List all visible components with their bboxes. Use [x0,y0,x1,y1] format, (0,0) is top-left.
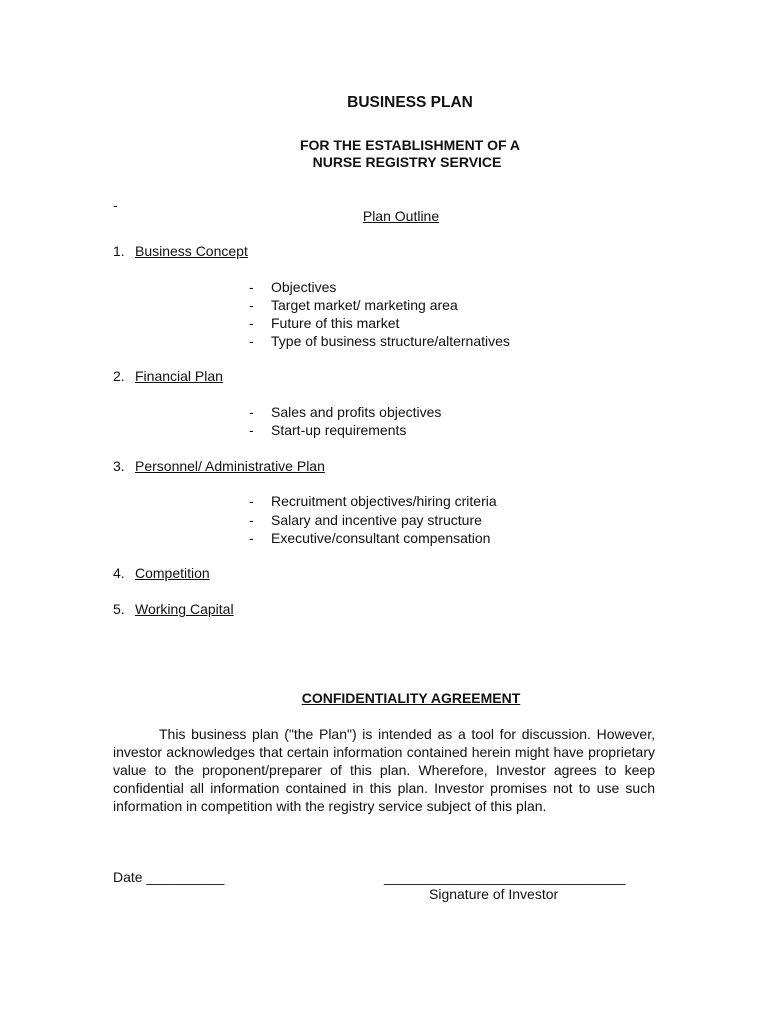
bullet-item: Type of business structure/alternatives [271,333,510,349]
section-title-financial-plan: Financial Plan [135,368,223,384]
section-number: 2. [113,368,125,384]
bullet-dash: - [249,530,254,546]
bullet-item: Salary and incentive pay structure [271,512,482,528]
bullet-item: Future of this market [271,315,400,331]
stray-dash: - [113,197,118,213]
bullet-item: Recruitment objectives/hiring criteria [271,493,497,509]
section-number: 1. [113,243,125,259]
bullet-dash: - [249,315,254,331]
bullet-dash: - [249,333,254,349]
bullet-item: Executive/consultant compensation [271,530,491,546]
bullet-dash: - [249,512,254,528]
document-subtitle-line1: FOR THE ESTABLISHMENT OF A [299,137,521,153]
confidentiality-heading: CONFIDENTIALITY AGREEMENT [301,690,521,706]
signature-line: _______________________________ [384,869,626,885]
document-title: BUSINESS PLAN [347,94,473,111]
date-field: Date __________ [113,869,225,885]
confidentiality-body: This business plan ("the Plan") is intended as a tool for discussion. However, investor acknowledges that certain information contained herein might have proprietary value to the proponent/preparer of this plan. Wherefore, Investor agrees to keep confidential all information contained in this plan. Investor promises not to use such information in competition with the registry service subject of this plan. [113,726,655,814]
plan-outline-heading: Plan Outline [362,208,440,224]
bullet-dash: - [249,422,254,438]
confidentiality-paragraph [113,725,655,815]
section-number: 4. [113,565,125,581]
signature-label: Signature of Investor [429,886,559,902]
bullet-dash: - [249,279,254,295]
bullet-item: Objectives [271,279,337,295]
bullet-dash: - [249,404,254,420]
bullet-dash: - [249,493,254,509]
bullet-item: Start-up requirements [271,422,407,438]
bullet-item: Target market/ marketing area [271,297,458,313]
section-title-personnel-plan: Personnel/ Administrative Plan [135,458,325,474]
document-subtitle-line2: NURSE REGISTRY SERVICE [312,154,502,170]
section-title-competition: Competition [135,565,210,581]
section-title-working-capital: Working Capital [135,601,234,617]
bullet-dash: - [249,297,254,313]
bullet-item: Sales and profits objectives [271,404,442,420]
section-title-business-concept: Business Concept [135,243,248,259]
section-number: 5. [113,601,125,617]
section-number: 3. [113,458,125,474]
